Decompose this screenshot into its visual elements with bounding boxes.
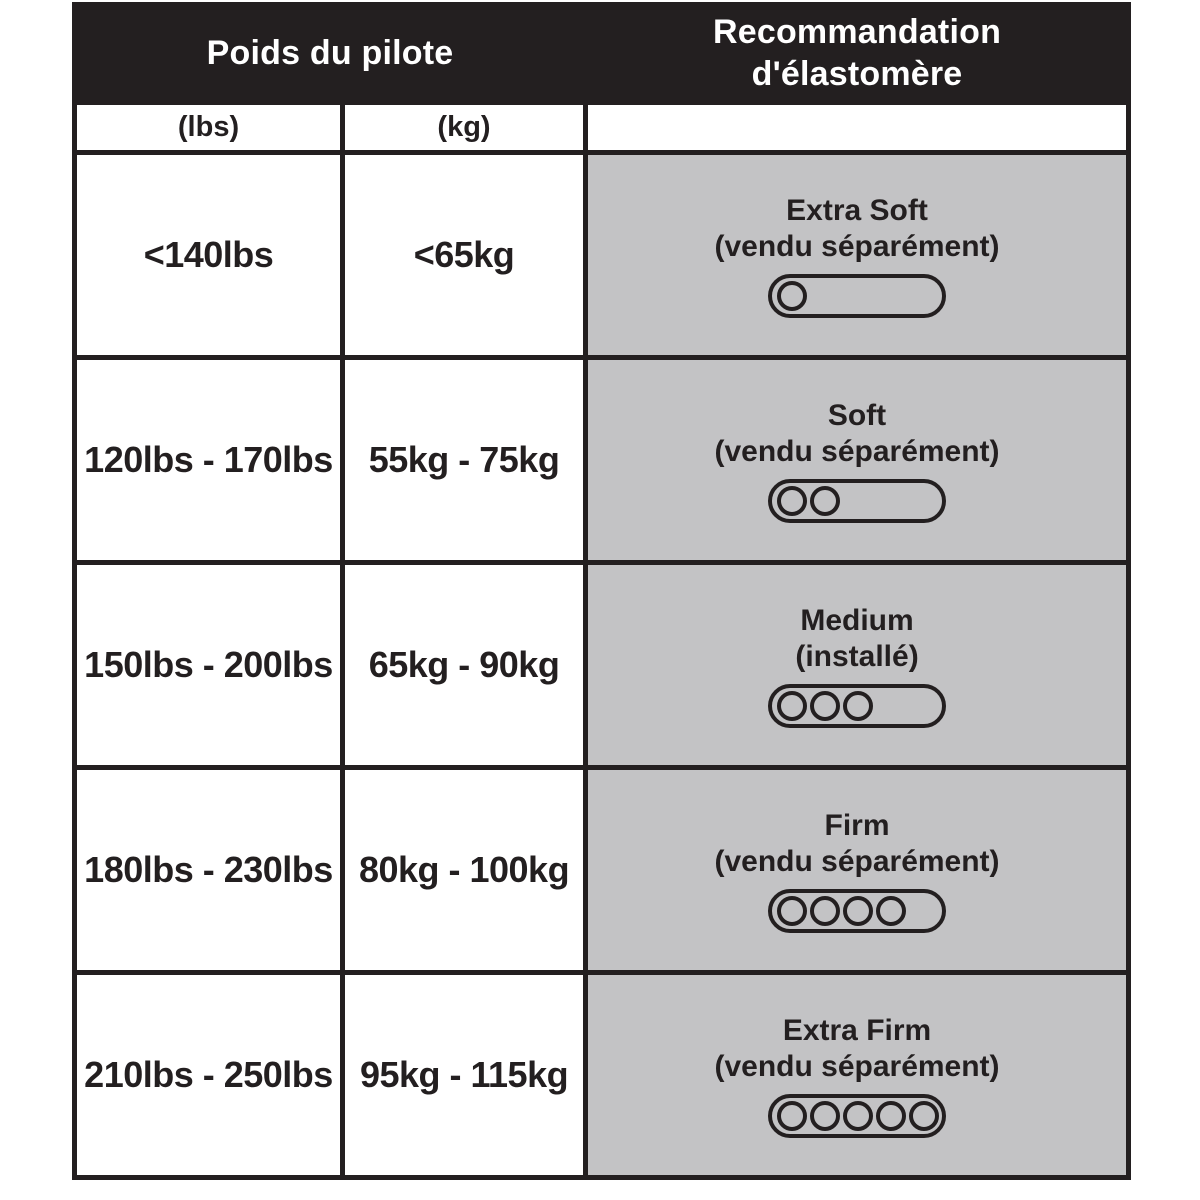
rider-weight-header-label: Poids du pilote: [206, 34, 454, 72]
elastomer-recommendation-table-wrap: [72, 2, 1131, 1180]
firmness-dot-icon: [843, 691, 873, 721]
weight-lbs-cell: 120lbs - 170lbs: [75, 358, 343, 563]
elastomer-cell: [586, 563, 1129, 768]
table-row: [75, 973, 1129, 1178]
lbs-unit-cell: [75, 103, 343, 153]
table-row: [75, 563, 1129, 768]
elastomer-availability-note: (vendu séparément): [714, 844, 1000, 878]
weight-lbs-cell: 180lbs - 230lbs: [75, 768, 343, 973]
firmness-dot-icon: [810, 896, 840, 926]
recommendation-header-label: Recommandation d'élastomère: [712, 13, 1002, 93]
elastomer-firmness-capsule-icon: [768, 889, 946, 933]
recommendation-header: [586, 5, 1129, 103]
elastomer-firmness-capsule-icon: [768, 479, 946, 523]
weight-kg-cell: 95kg - 115kg: [343, 973, 586, 1178]
empty-unit-cell: [586, 103, 1129, 153]
firmness-dot-icon: [810, 486, 840, 516]
elastomer-firmness-capsule-icon: [768, 274, 946, 318]
firmness-dot-icon: [876, 1101, 906, 1131]
weight-kg-cell: 80kg - 100kg: [343, 768, 586, 973]
elastomer-name: Extra Firm: [782, 1013, 932, 1047]
elastomer-firmness-capsule-icon: [768, 684, 946, 728]
elastomer-name: Firm: [824, 808, 890, 842]
elastomer-name: Medium: [800, 603, 914, 637]
table-header-row: [75, 5, 1129, 103]
table-row: [75, 768, 1129, 973]
units-subheader-row: [75, 103, 1129, 153]
weight-lbs-cell: 150lbs - 200lbs: [75, 563, 343, 768]
elastomer-availability-note: (vendu séparément): [714, 229, 1000, 263]
firmness-dot-icon: [777, 896, 807, 926]
firmness-dot-icon: [810, 1101, 840, 1131]
firmness-dot-icon: [810, 691, 840, 721]
weight-lbs-cell: 210lbs - 250lbs: [75, 973, 343, 1178]
elastomer-firmness-capsule-icon: [768, 1094, 946, 1138]
elastomer-name: Soft: [827, 398, 887, 432]
elastomer-cell: [586, 153, 1129, 358]
lbs-unit-label: (lbs): [177, 111, 240, 143]
weight-kg-cell: <65kg: [343, 153, 586, 358]
firmness-dot-icon: [843, 1101, 873, 1131]
firmness-dot-icon: [777, 281, 807, 311]
firmness-dot-icon: [777, 1101, 807, 1131]
elastomer-recommendation-table: [72, 2, 1131, 1180]
firmness-dot-icon: [777, 486, 807, 516]
elastomer-availability-note: (installé): [795, 639, 919, 673]
elastomer-cell: [586, 973, 1129, 1178]
elastomer-cell: [586, 358, 1129, 563]
table-row: [75, 153, 1129, 358]
firmness-dot-icon: [843, 896, 873, 926]
table-row: [75, 358, 1129, 563]
firmness-dot-icon: [777, 691, 807, 721]
firmness-dot-icon: [876, 896, 906, 926]
firmness-dot-icon: [909, 1101, 939, 1131]
elastomer-availability-note: (vendu séparément): [714, 1049, 1000, 1083]
weight-kg-cell: 65kg - 90kg: [343, 563, 586, 768]
elastomer-cell: [586, 768, 1129, 973]
kg-unit-cell: [343, 103, 586, 153]
weight-kg-cell: 55kg - 75kg: [343, 358, 586, 563]
rider-weight-header: [75, 5, 586, 103]
weight-lbs-cell: <140lbs: [75, 153, 343, 358]
kg-unit-label: (kg): [437, 111, 491, 143]
elastomer-name: Extra Soft: [786, 193, 928, 227]
elastomer-availability-note: (vendu séparément): [714, 434, 1000, 468]
